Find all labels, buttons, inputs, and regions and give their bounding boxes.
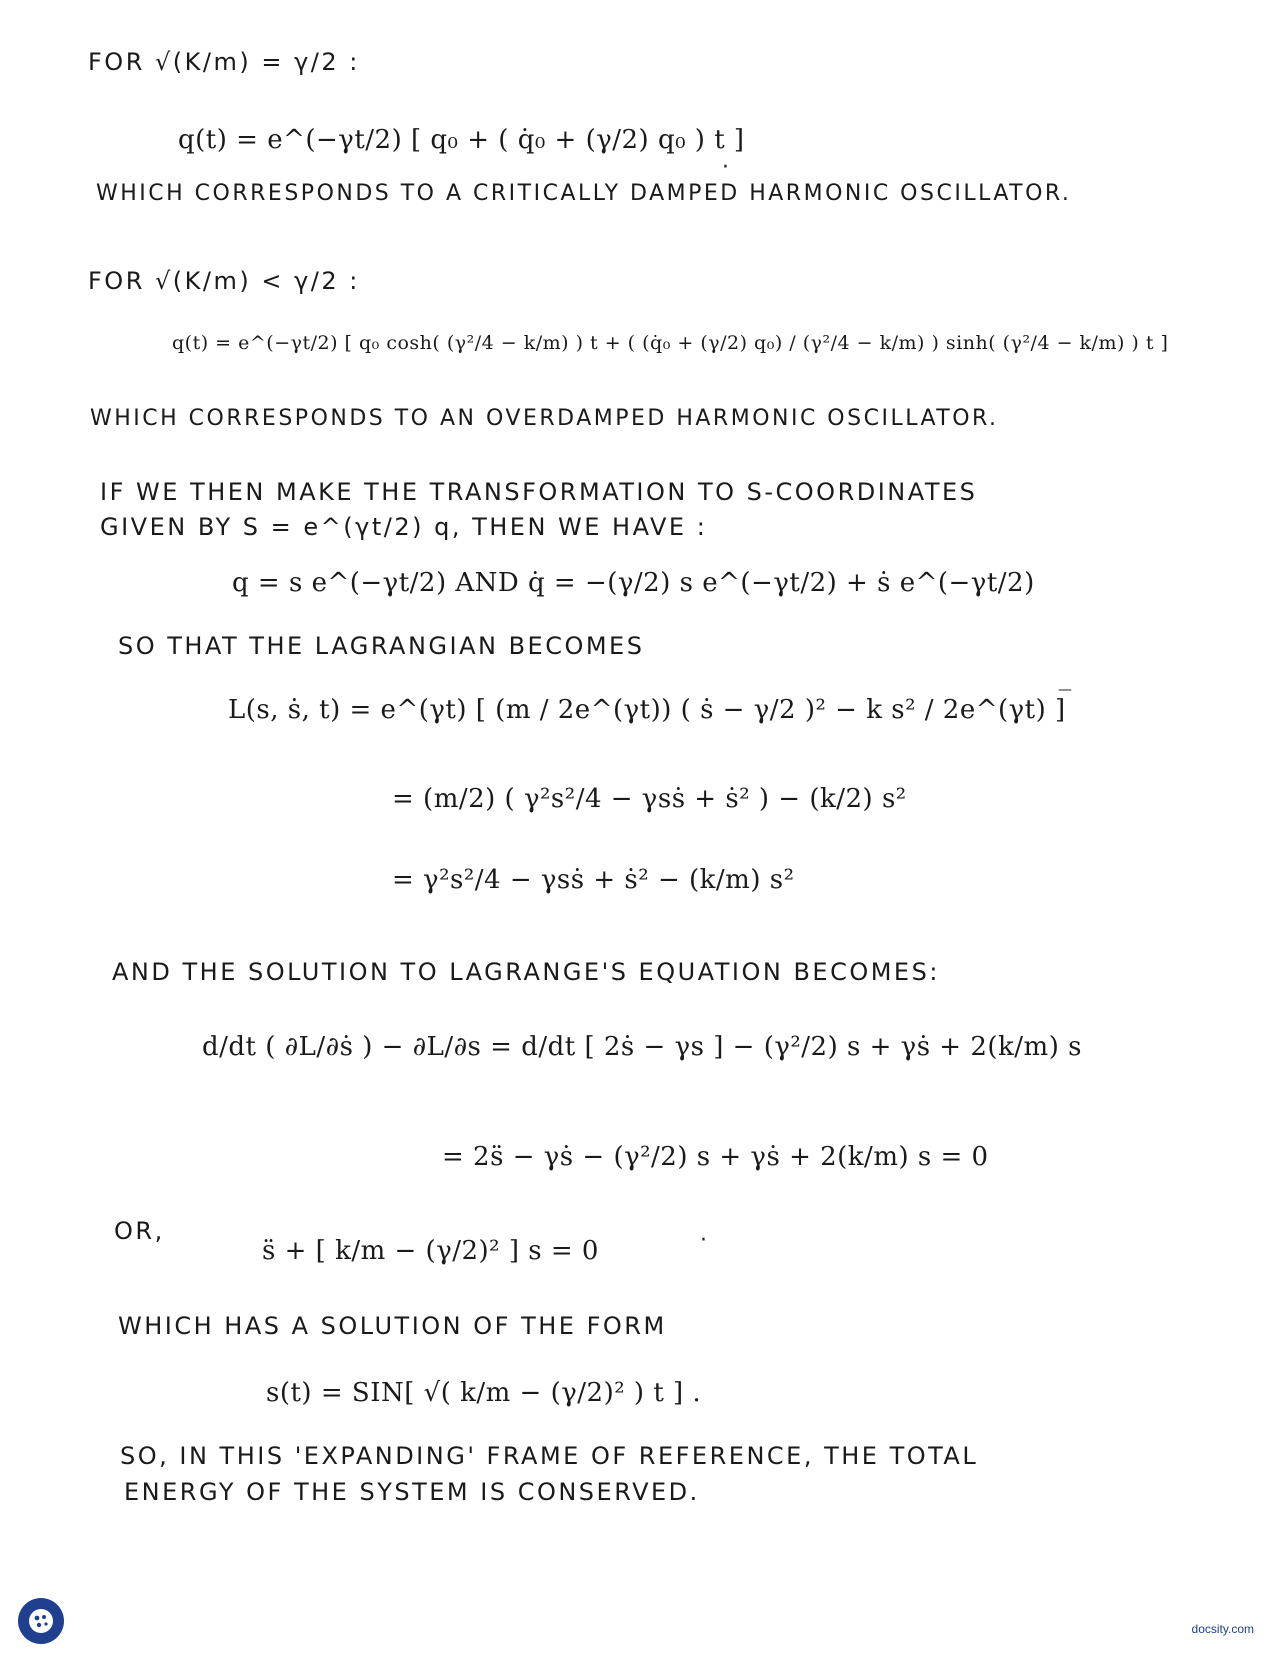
- lagrangian-intro: SO THAT THE LAGRANGIAN BECOMES: [118, 632, 645, 660]
- note-overdamped: WHICH CORRESPONDS TO AN OVERDAMPED HARMONIC OSCILLATOR.: [90, 406, 999, 431]
- equation-lagrangian-3: = γ²s²/4 − γsṡ + ṡ² − (k/m) s²: [392, 865, 795, 895]
- conclusion-text-2: ENERGY OF THE SYSTEM IS CONSERVED.: [124, 1478, 700, 1506]
- solution-form-intro: WHICH HAS A SOLUTION OF THE FORM: [118, 1312, 667, 1340]
- transformation-text-1: IF WE THEN MAKE THE TRANSFORMATION TO S-COORDINATES: [100, 478, 978, 506]
- stray-dash: —: [1058, 682, 1072, 698]
- equation-overdamped-solution: q(t) = e^(−γt/2) [ q₀ cosh( (γ²/4 − k/m) ) t + ( (q̇₀ + (γ/2) q₀) / (γ²/4 − k/m) ) sinh( (γ²/4 − k/m) ) t ]: [172, 332, 1169, 354]
- note-critically-damped: WHICH CORRESPONDS TO A CRITICALLY DAMPED HARMONIC OSCILLATOR.: [96, 181, 1072, 206]
- logo-glyph-icon: [26, 1606, 56, 1636]
- equation-critical-solution: q(t) = e^(−γt/2) [ q₀ + ( q̇₀ + (γ/2) q₀ ) t ]: [178, 125, 745, 155]
- lagrange-equation-intro: AND THE SOLUTION TO LAGRANGE'S EQUATION BECOMES:: [112, 958, 940, 986]
- equation-euler-lagrange-2: = 2s̈ − γṡ − (γ²/2) s + γṡ + 2(k/m) s = 0: [442, 1142, 989, 1172]
- equation-euler-lagrange-1: d/dt ( ∂L/∂ṡ ) − ∂L/∂s = d/dt [ 2ṡ − γs ] − (γ²/2) s + γṡ + 2(k/m) s: [202, 1032, 1082, 1062]
- equation-lagrangian-2: = (m/2) ( γ²s²/4 − γsṡ + ṡ² ) − (k/2) s²: [392, 784, 907, 814]
- watermark-text[interactable]: docsity.com: [1191, 1622, 1254, 1636]
- equation-s-solution: s(t) = SIN[ √( k/m − (γ/2)² ) t ] .: [266, 1378, 702, 1408]
- heading-overdamped-case: FOR √(K/m) < γ/2 :: [88, 267, 360, 295]
- equation-q-and-qdot: q = s e^(−γt/2) AND q̇ = −(γ/2) s e^(−γt/2) + ṡ e^(−γt/2): [232, 568, 1035, 598]
- heading-critical-case: FOR √(K/m) = γ/2 :: [88, 48, 360, 76]
- stray-dot: ·: [700, 1228, 707, 1253]
- equation-s-motion: s̈ + [ k/m − (γ/2)² ] s = 0: [262, 1236, 599, 1266]
- or-label: OR,: [114, 1217, 165, 1245]
- equation-lagrangian-1: L(s, ṡ, t) = e^(γt) [ (m / 2e^(γt)) ( ṡ − γ/2 )² − k s² / 2e^(γt) ]: [228, 695, 1066, 725]
- conclusion-text-1: SO, IN THIS 'EXPANDING' FRAME OF REFERENCE, THE TOTAL: [120, 1442, 979, 1470]
- docsity-logo-icon[interactable]: [18, 1598, 64, 1644]
- transformation-text-2: GIVEN BY S = e^(γt/2) q, THEN WE HAVE :: [100, 513, 708, 541]
- stray-dot: ·: [722, 155, 729, 180]
